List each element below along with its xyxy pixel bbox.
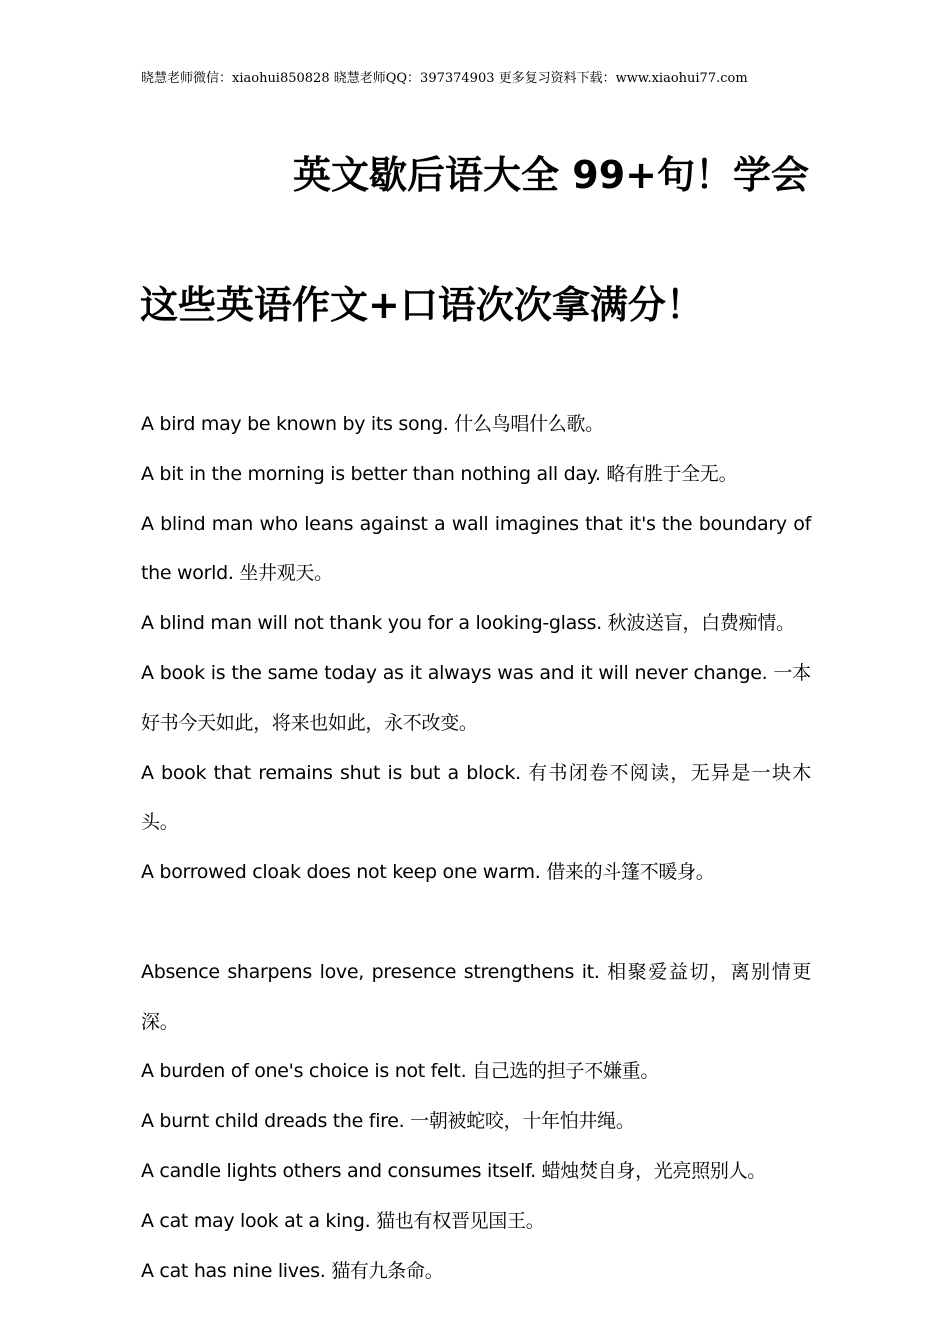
proverb-item: A burden of one's choice is not felt. 自己选的担子不嫌重。 (141, 1060, 660, 1083)
document-title-line-2: 这些英语作文+口语次次拿满分！ (140, 283, 704, 327)
proverb-item: A blind man who leans against a wall imagines that it's the boundary of the world. 坐井观天。 (141, 512, 811, 585)
proverb-item: Absence sharpens love, presence strengthens it. 相聚爱益切，离别情更深。 (141, 960, 811, 1033)
proverb-item: A book that remains shut is but a block. 有书闭卷不阅读，无异是一块木头。 (141, 761, 811, 834)
proverb-item: A cat may look at a king. 猫也有权晋见国王。 (141, 1209, 545, 1232)
proverb-item: A burnt child dreads the fire. 一朝被蛇咬，十年怕井绳。 (141, 1110, 635, 1133)
proverb-item: A blind man will not thank you for a looking-glass. 秋波送盲，白费痴情。 (141, 612, 795, 635)
proverb-item: A candle lights others and consumes itself. 蜡烛焚自身，光亮照别人。 (141, 1159, 766, 1182)
document-title-line-1: 英文歇后语大全 99+句！学会 (293, 153, 809, 197)
proverb-item: A bird may be known by its song. 什么鸟唱什么歌。 (141, 413, 604, 435)
proverb-item: A bit in the morning is better than nothing all day. 略有胜于全无。 (141, 462, 738, 485)
section-spacer (141, 898, 811, 948)
proverb-list (141, 400, 811, 1296)
page-header-contact: 晓慧老师微信：xiaohui850828 晓慧老师QQ：397374903 更多复习资料下载：www.xiaohui77.com (141, 71, 748, 86)
proverb-item: A book is the same today as it always was and it will never change. 一本好书今天如此，将来也如此，永不改变。 (141, 661, 811, 734)
proverb-item: A borrowed cloak does not keep one warm. 借来的斗篷不暖身。 (141, 861, 715, 884)
proverb-item: A cat has nine lives. 猫有九条命。 (141, 1259, 444, 1282)
